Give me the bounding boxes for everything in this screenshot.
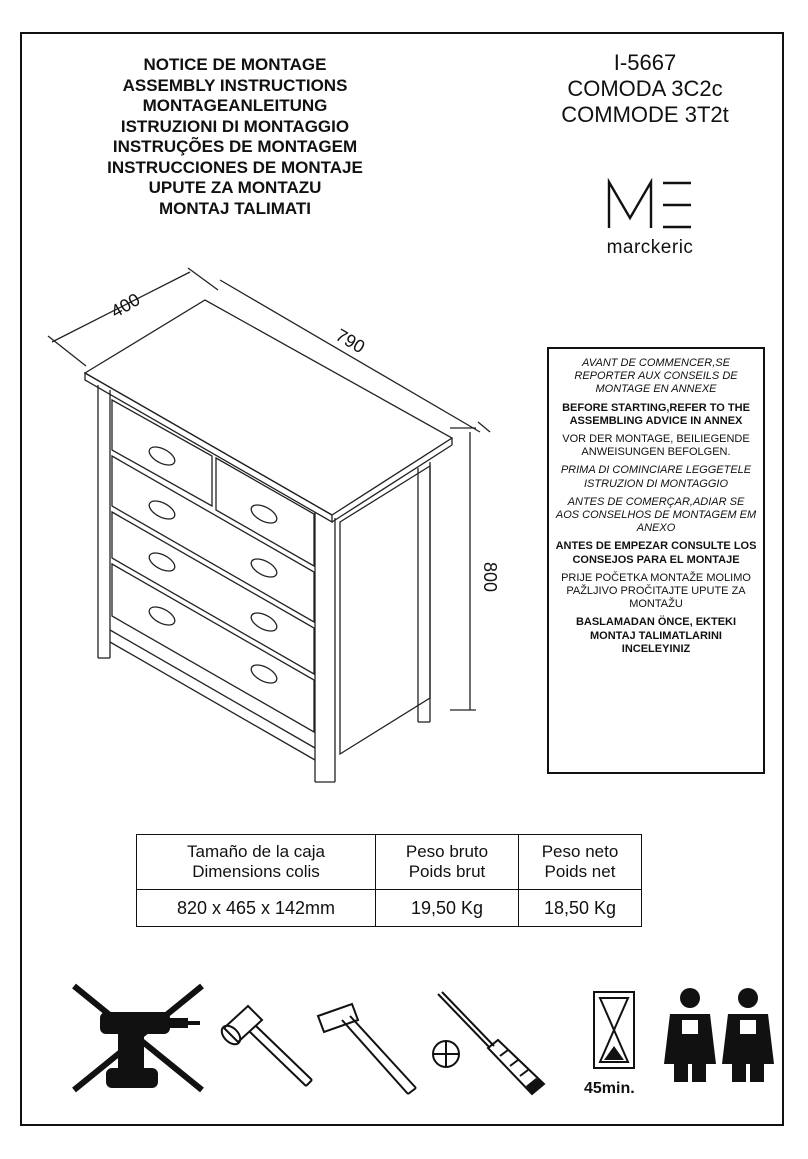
title-pt: INSTRUÇÕES DE MONTAGEM	[112, 137, 358, 156]
net-weight-header-es: Peso neto	[541, 842, 619, 861]
title-block	[70, 55, 400, 219]
advice-text: VOR DER MONTAGE, BEILIEGENDE ANWEISUNGEN BEFOLGEN.	[562, 433, 750, 459]
assembly-advice-box	[547, 347, 765, 774]
phillips-screwdriver-icon	[426, 990, 550, 1100]
advice-text: BEFORE STARTING,REFER TO THE ASSEMBLING ADVICE IN ANNEX	[562, 401, 750, 427]
title-tr: MONTAJ TALIMATI	[158, 198, 312, 218]
brand-logo	[595, 178, 705, 259]
title-es: INSTRUCCIONES DE MONTAJE	[107, 157, 363, 177]
advice-text: PRIMA DI COMINCIARE LEGGETELE ISTRUZION DI MONTAGGIO	[560, 464, 752, 490]
dimension-depth: 400	[107, 289, 144, 322]
net-weight-header-fr: Poids net	[544, 862, 616, 881]
product-code: I-5667	[613, 50, 677, 75]
package-info-table	[136, 834, 642, 927]
hourglass-icon	[590, 990, 638, 1070]
box-size-header-fr: Dimensions colis	[192, 862, 320, 881]
title-de: MONTAGEANLEITUNG	[142, 96, 328, 115]
net-weight-value: 18,50 Kg	[519, 890, 642, 927]
mallet-icon	[218, 998, 314, 1098]
title-it: ISTRUZIONI DI MONTAGGIO	[120, 116, 350, 136]
gross-weight-header-es: Peso bruto	[405, 842, 489, 861]
no-power-drill-icon	[70, 982, 206, 1094]
box-size-value: 820 x 465 x 142mm	[137, 890, 376, 927]
advice-text: AVANT DE COMMENCER,SE REPORTER AUX CONSEILS DE MONTAGE EN ANNEXE	[574, 357, 738, 396]
dimension-width: 790	[332, 324, 369, 358]
hammer-icon	[312, 998, 422, 1102]
me-logo-icon	[605, 178, 695, 230]
product-reference	[540, 50, 750, 128]
advice-text: ANTES DE EMPEZAR CONSULTE LOS CONSEJOS PARA EL MONTAJE	[555, 540, 757, 566]
box-size-header-es: Tamaño de la caja	[187, 842, 325, 861]
two-persons-icon	[664, 984, 776, 1084]
title-hr: UPUTE ZA MONTAZU	[148, 178, 322, 197]
product-name-es: COMODA 3C2c	[567, 76, 723, 101]
brand-name: marckeric	[606, 237, 694, 258]
gross-weight-value: 19,50 Kg	[376, 890, 519, 927]
net-weight-header	[519, 835, 642, 890]
chest-of-drawers-drawing	[40, 260, 510, 790]
advice-text: BASLAMADAN ÖNCE, EKTEKI MONTAJ TALIMATLARINI INCELEYINIZ	[575, 616, 737, 655]
gross-weight-header	[376, 835, 519, 890]
advice-text: PRIJE POČETKA MONTAŽE MOLIMO PAŽLJIVO PROČITAJTE UPUTE ZA MONTAŽU	[561, 571, 751, 611]
advice-text: ANTES DE COMERÇAR,ADIAR SE AOS CONSELHOS DE MONTAGEM EM ANEXO	[555, 495, 757, 535]
title-fr: NOTICE DE MONTAGE	[143, 55, 327, 74]
assembly-time: 45min.	[584, 1080, 635, 1097]
box-size-header	[137, 835, 376, 890]
gross-weight-header-fr: Poids brut	[408, 862, 486, 881]
dimension-height: 800	[480, 562, 500, 593]
product-name-fr: COMMODE 3T2t	[561, 102, 729, 127]
title-en: ASSEMBLY INSTRUCTIONS	[122, 75, 348, 95]
